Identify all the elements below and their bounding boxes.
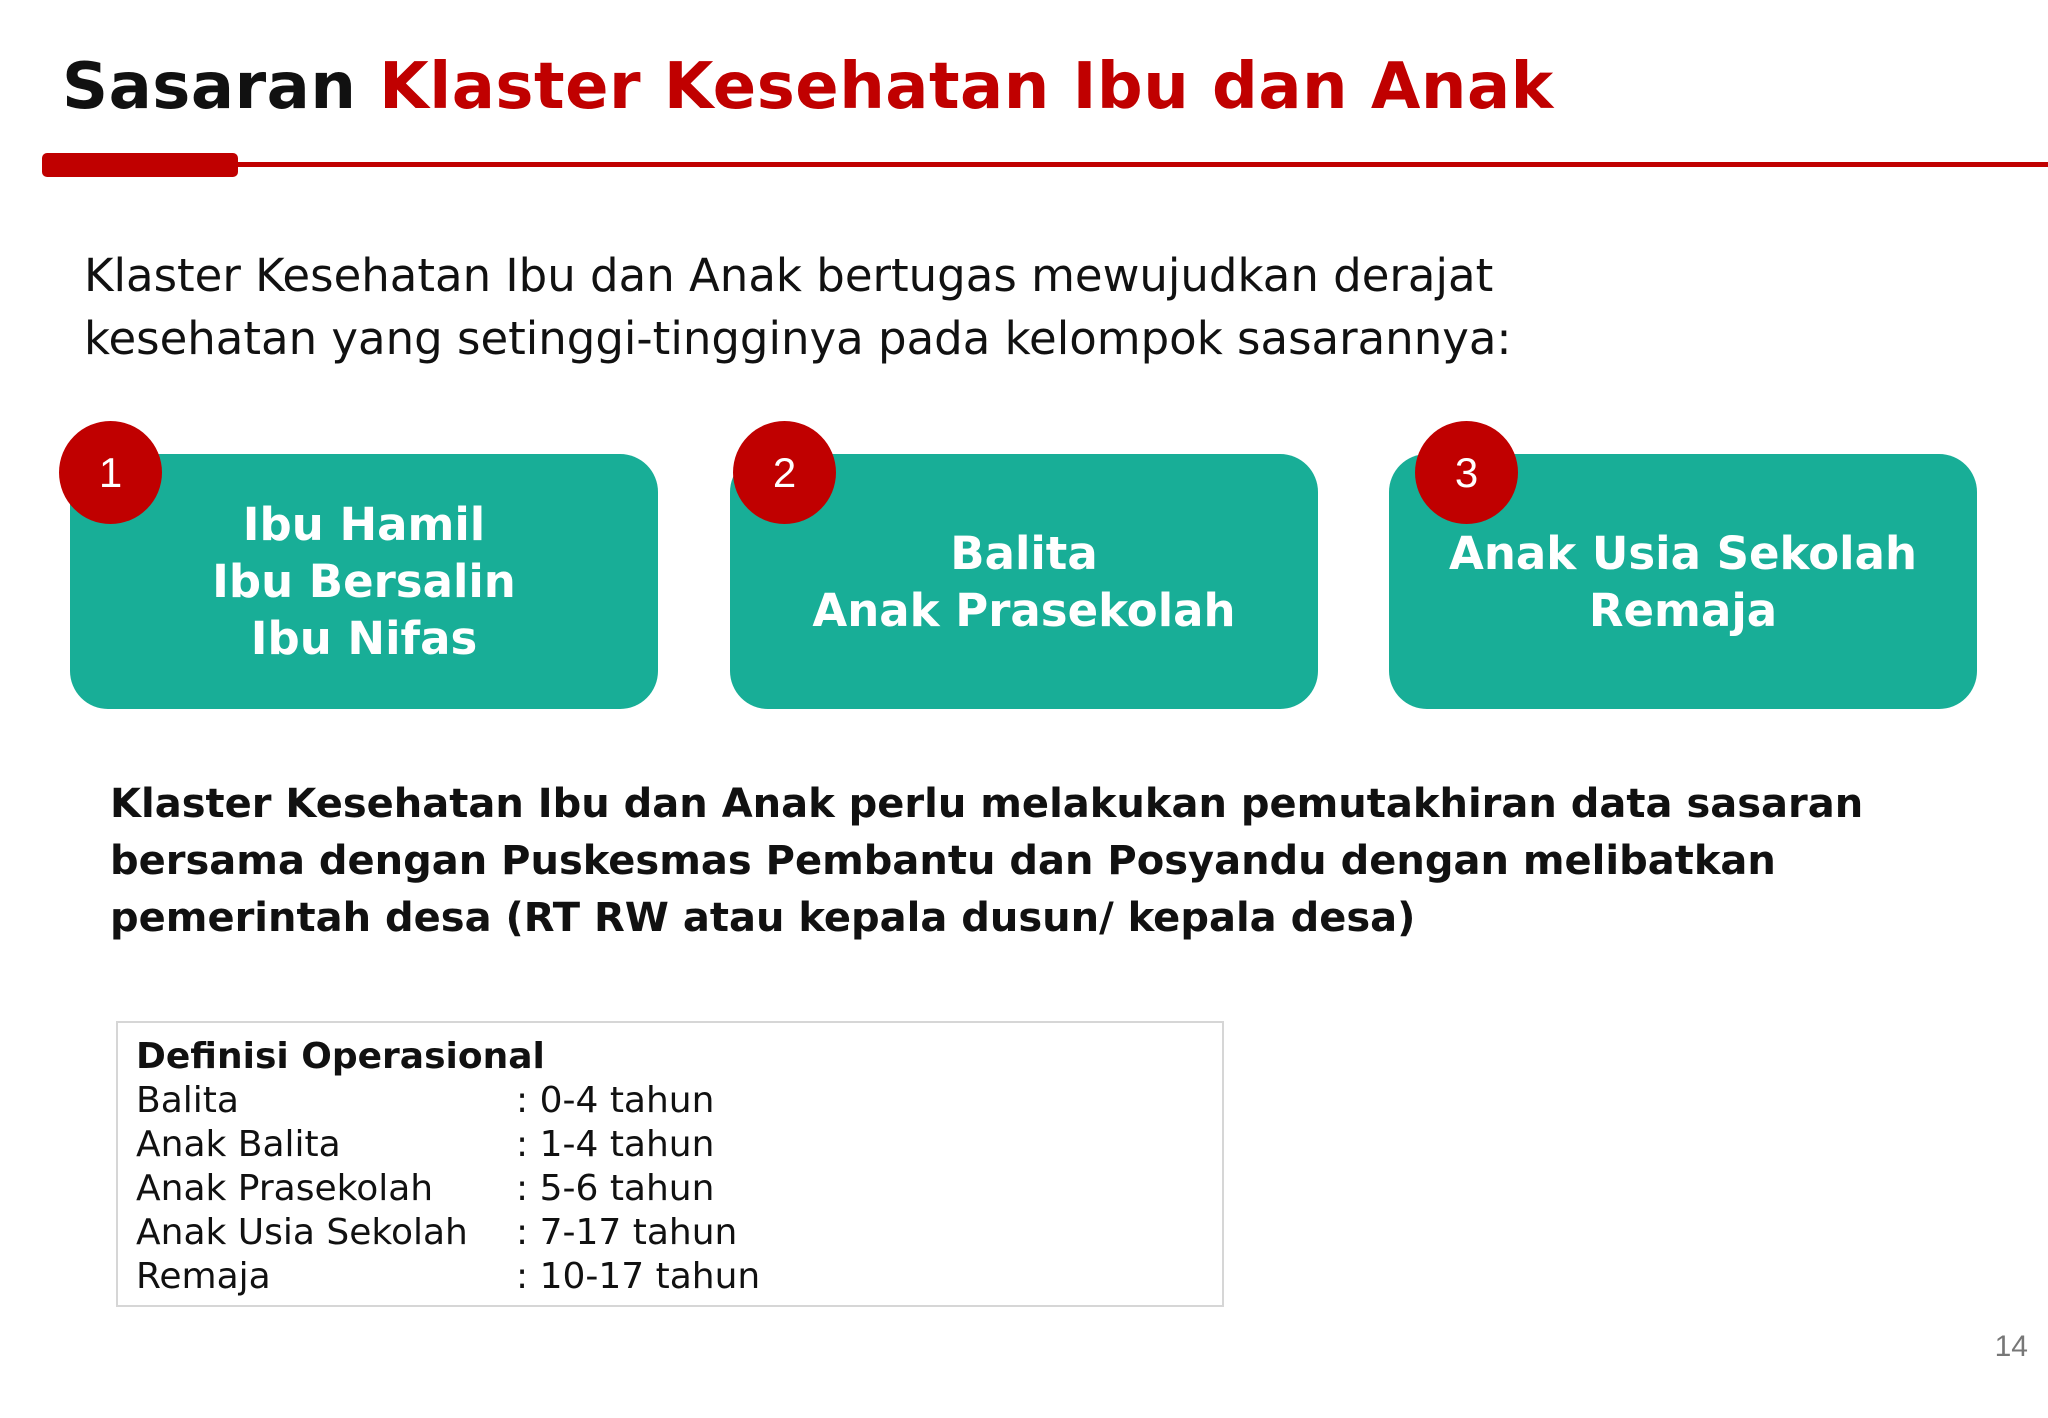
- definition-term: Anak Balita: [136, 1124, 341, 1165]
- target-label: Ibu Nifas: [250, 612, 478, 665]
- definition-row: [136, 1079, 1204, 1123]
- definition-value: : 5-6 tahun: [516, 1168, 715, 1209]
- intro-text: [84, 244, 1584, 370]
- target-number-badge-2: 2: [733, 421, 836, 524]
- target-number-badge-1: 1: [59, 421, 162, 524]
- title-underline-accent: [42, 153, 238, 177]
- note-line: bersama dengan Puskesmas Pembantu dan Posyandu dengan melibatkan: [110, 838, 1776, 884]
- definition-row: [136, 1123, 1204, 1167]
- definition-term: Anak Prasekolah: [136, 1168, 434, 1209]
- target-label: Ibu Bersalin: [212, 555, 516, 608]
- note-line: Klaster Kesehatan Ibu dan Anak perlu melakukan pemutakhiran data sasaran: [110, 781, 1864, 827]
- definition-box: [116, 1021, 1224, 1307]
- page-title: [62, 42, 1554, 132]
- title-highlight: Klaster Kesehatan Ibu dan Anak: [379, 50, 1554, 124]
- target-label: Anak Usia Sekolah: [1449, 526, 1917, 580]
- definition-value: : 10-17 tahun: [516, 1256, 761, 1297]
- definition-value: : 7-17 tahun: [516, 1212, 738, 1253]
- definition-value: : 0-4 tahun: [516, 1080, 715, 1121]
- title-prefix: Sasaran: [62, 50, 357, 124]
- definition-term: Remaja: [136, 1256, 271, 1297]
- definition-value: : 1-4 tahun: [516, 1124, 715, 1165]
- title-underline: [42, 162, 2048, 167]
- definition-heading: Definisi Operasional: [136, 1036, 545, 1077]
- target-label: Remaja: [1588, 583, 1778, 637]
- definition-row: [136, 1211, 1204, 1255]
- target-number-badge-3: 3: [1415, 421, 1518, 524]
- target-label: Anak Prasekolah: [812, 583, 1236, 637]
- definition-row: [136, 1255, 1204, 1299]
- definition-term: Balita: [136, 1080, 239, 1121]
- intro-line: Klaster Kesehatan Ibu dan Anak bertugas mewujudkan derajat: [84, 249, 1494, 302]
- definition-term: Anak Usia Sekolah: [136, 1212, 468, 1253]
- definition-row: [136, 1167, 1204, 1211]
- page-number: 14: [1994, 1330, 2028, 1363]
- target-label: Ibu Hamil: [242, 498, 486, 551]
- target-card-1: [70, 454, 658, 709]
- target-label: Balita: [950, 526, 1098, 580]
- note-line: pemerintah desa (RT RW atau kepala dusun/ kepala desa): [110, 895, 1416, 941]
- note-text: [110, 776, 1990, 947]
- intro-line: kesehatan yang setinggi-tingginya pada kelompok sasarannya:: [84, 312, 1512, 365]
